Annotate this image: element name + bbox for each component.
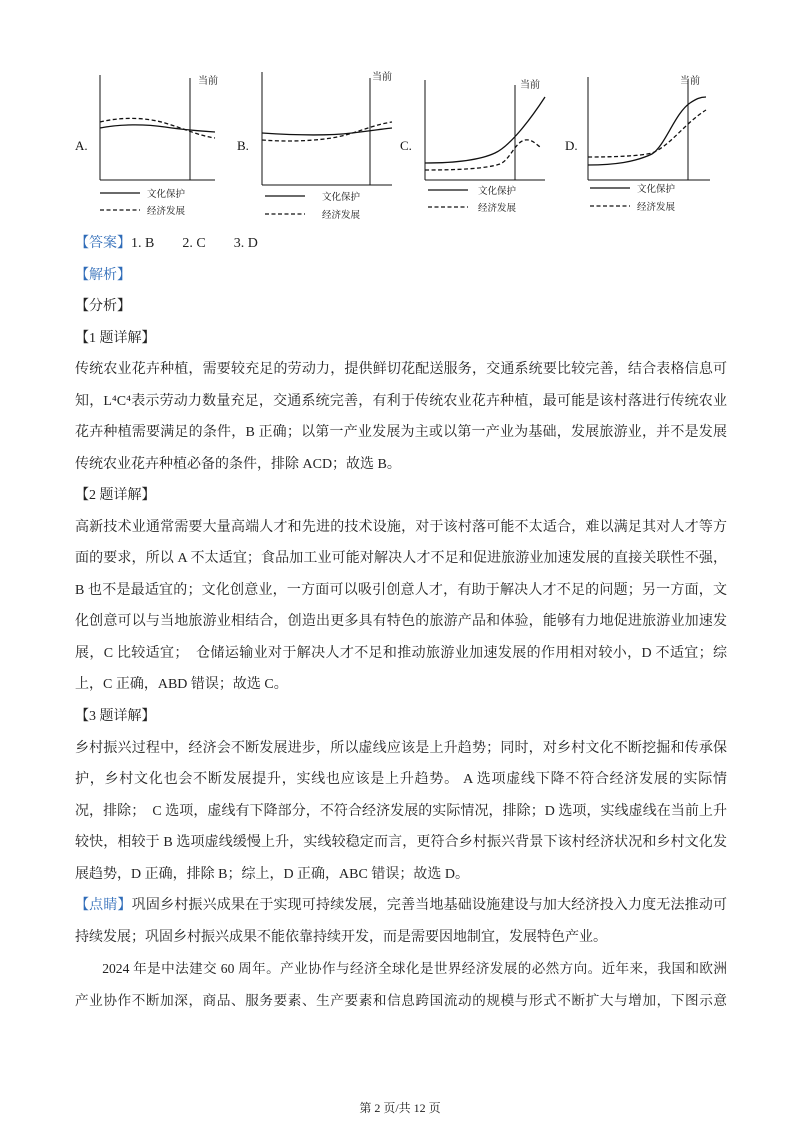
q3-heading: 【3 题详解】: [75, 708, 156, 724]
q2-line: 高新技术业通常需要大量高端人才和先进的技术设施，对于该村落可能不太适合，难以满足其对人才等方: [75, 519, 727, 535]
q2-line: 面的要求，所以 A 不太适宜；食品加工业可能对解决人才不足和促进旅游业加速发展的直接关联性不强，: [75, 551, 727, 567]
answer-item-3: 3. D: [233, 236, 258, 251]
q1-line: 传统农业花卉种植必备的条件，排除 ACD；故选 B。: [75, 456, 401, 472]
option-c-current-label: 当前: [520, 80, 540, 91]
dianjing-line: 持续发展；巩固乡村振兴成果不能依靠持续开发，而是需要因地制宜，发展特色产业。: [75, 929, 607, 945]
dianjing-tag: 【点睛】: [75, 898, 132, 914]
q1-heading: 【1 题详解】: [75, 330, 156, 346]
q2-heading: 【2 题详解】: [75, 488, 156, 504]
passage-line: 2024 年是中法建交 60 周年。产业协作与经济全球化是世界经济发展的必然方向。近年来，我国和欧洲: [102, 961, 727, 977]
option-b-culture-curve: [262, 128, 392, 135]
option-d-chart: [560, 68, 720, 218]
fenxi-heading: 【分析】: [75, 299, 131, 315]
option-b-chart: [232, 62, 397, 222]
q2-line: 展，C 比较适宜； 仓储运输业对于解决人才不足和推动旅游业加速发展的作用相对较小，D 不适宜；综: [75, 645, 727, 661]
page-number: 第 2 页/共 12 页: [359, 1101, 441, 1115]
q1-line: 传统农业花卉种植，需要较充足的劳动力，提供鲜切花配送服务，交通系统要比较完善，结合表格信息可: [75, 362, 727, 378]
q1-line: 知，L⁴C⁴表示劳动力数量充足，交通系统完善，有利于传统农业花卉种植，最可能是该村落进行传统农业: [75, 393, 727, 409]
option-b-legend-economy-label: 经济发展: [322, 210, 361, 221]
option-c-chart: [395, 70, 555, 220]
dianjing-line: [75, 890, 727, 922]
option-c-economy-curve: [425, 140, 540, 170]
option-b-economy-curve: [262, 122, 392, 141]
next-question-passage: [75, 953, 727, 1016]
option-b-letter: B.: [237, 138, 249, 153]
option-d-letter: D.: [565, 138, 578, 153]
q3-line: 展趋势，D 正确，排除 B；综上，D 正确，ABC 错误；故选 D。: [75, 866, 469, 882]
option-c-culture-curve: [425, 97, 545, 163]
option-a-legend-culture-label: 文化保护: [147, 189, 186, 200]
option-a-current-label: 当前: [198, 76, 218, 87]
q3-line: 护，乡村文化也会不断发展提升，实线也应该是上升趋势。 A 选项虚线下降不符合经济发展的实际情: [75, 772, 727, 788]
option-b-current-label: 当前: [372, 72, 392, 83]
option-a-chart: [70, 65, 225, 220]
q2-line: 化创意可以与当地旅游业相结合，创造出更多具有特色的旅游产品和体验，能够有力地促进旅游业加速发: [75, 614, 727, 630]
option-c-legend-economy-label: 经济发展: [478, 203, 517, 214]
q3-line: 乡村振兴过程中，经济会不断发展进步，所以虚线应该是上升趋势；同时，对乡村文化不断挖掘和传承保: [75, 740, 727, 756]
option-a-economy-curve: [100, 118, 215, 138]
q2-line: 上，C 正确，ABD 错误；故选 C。: [75, 677, 288, 693]
option-d-legend-culture-label: 文化保护: [637, 184, 676, 195]
q2-line: B 也不是最适宜的；文化创意业，一方面可以吸引创意人才，有助于解决人才不足的问题；另一方面，文: [75, 582, 727, 598]
answer-tag: 【答案】: [75, 236, 131, 251]
option-c-letter: C.: [400, 138, 412, 153]
q1-line: 花卉种植需要满足的条件，B 正确；以第一产业发展为主或以第一产业为基础，发展旅游业，并不是发展: [75, 425, 727, 441]
answer-item-1: 1. B: [131, 236, 155, 251]
option-b-legend-culture-label: 文化保护: [322, 192, 361, 203]
answer-explanation: [75, 228, 727, 1016]
option-c-legend-culture-label: 文化保护: [478, 186, 517, 197]
option-a-letter: A.: [75, 138, 88, 153]
option-a-culture-curve: [100, 125, 215, 132]
dianjing-text: 巩固乡村振兴成果在于实现可持续发展，完善当地基础设施建设与加大经济投入力度无法推动可: [131, 898, 727, 914]
q3-line: 况，排除； C 选项，虚线有下降部分，不符合经济发展的实际情况，排除；D 选项，实线虚线在当前上升: [75, 803, 727, 819]
option-d-legend-economy-label: 经济发展: [637, 202, 676, 213]
answer-row: [75, 228, 727, 260]
passage-line: 产业协作不断加深，商品、服务要素、生产要素和信息跨国流动的规模与形式不断扩大与增加，下图示意: [75, 992, 727, 1008]
answer-item-2: 2. C: [182, 236, 206, 251]
q3-line: 较快，相较于 B 选项虚线缓慢上升，实线较稳定而言，更符合乡村振兴背景下该村经济状况和乡村文化发: [75, 835, 727, 851]
option-d-current-label: 当前: [680, 76, 700, 87]
option-a-legend-economy-label: 经济发展: [147, 206, 186, 217]
jiexi-heading: 【解析】: [75, 267, 131, 283]
